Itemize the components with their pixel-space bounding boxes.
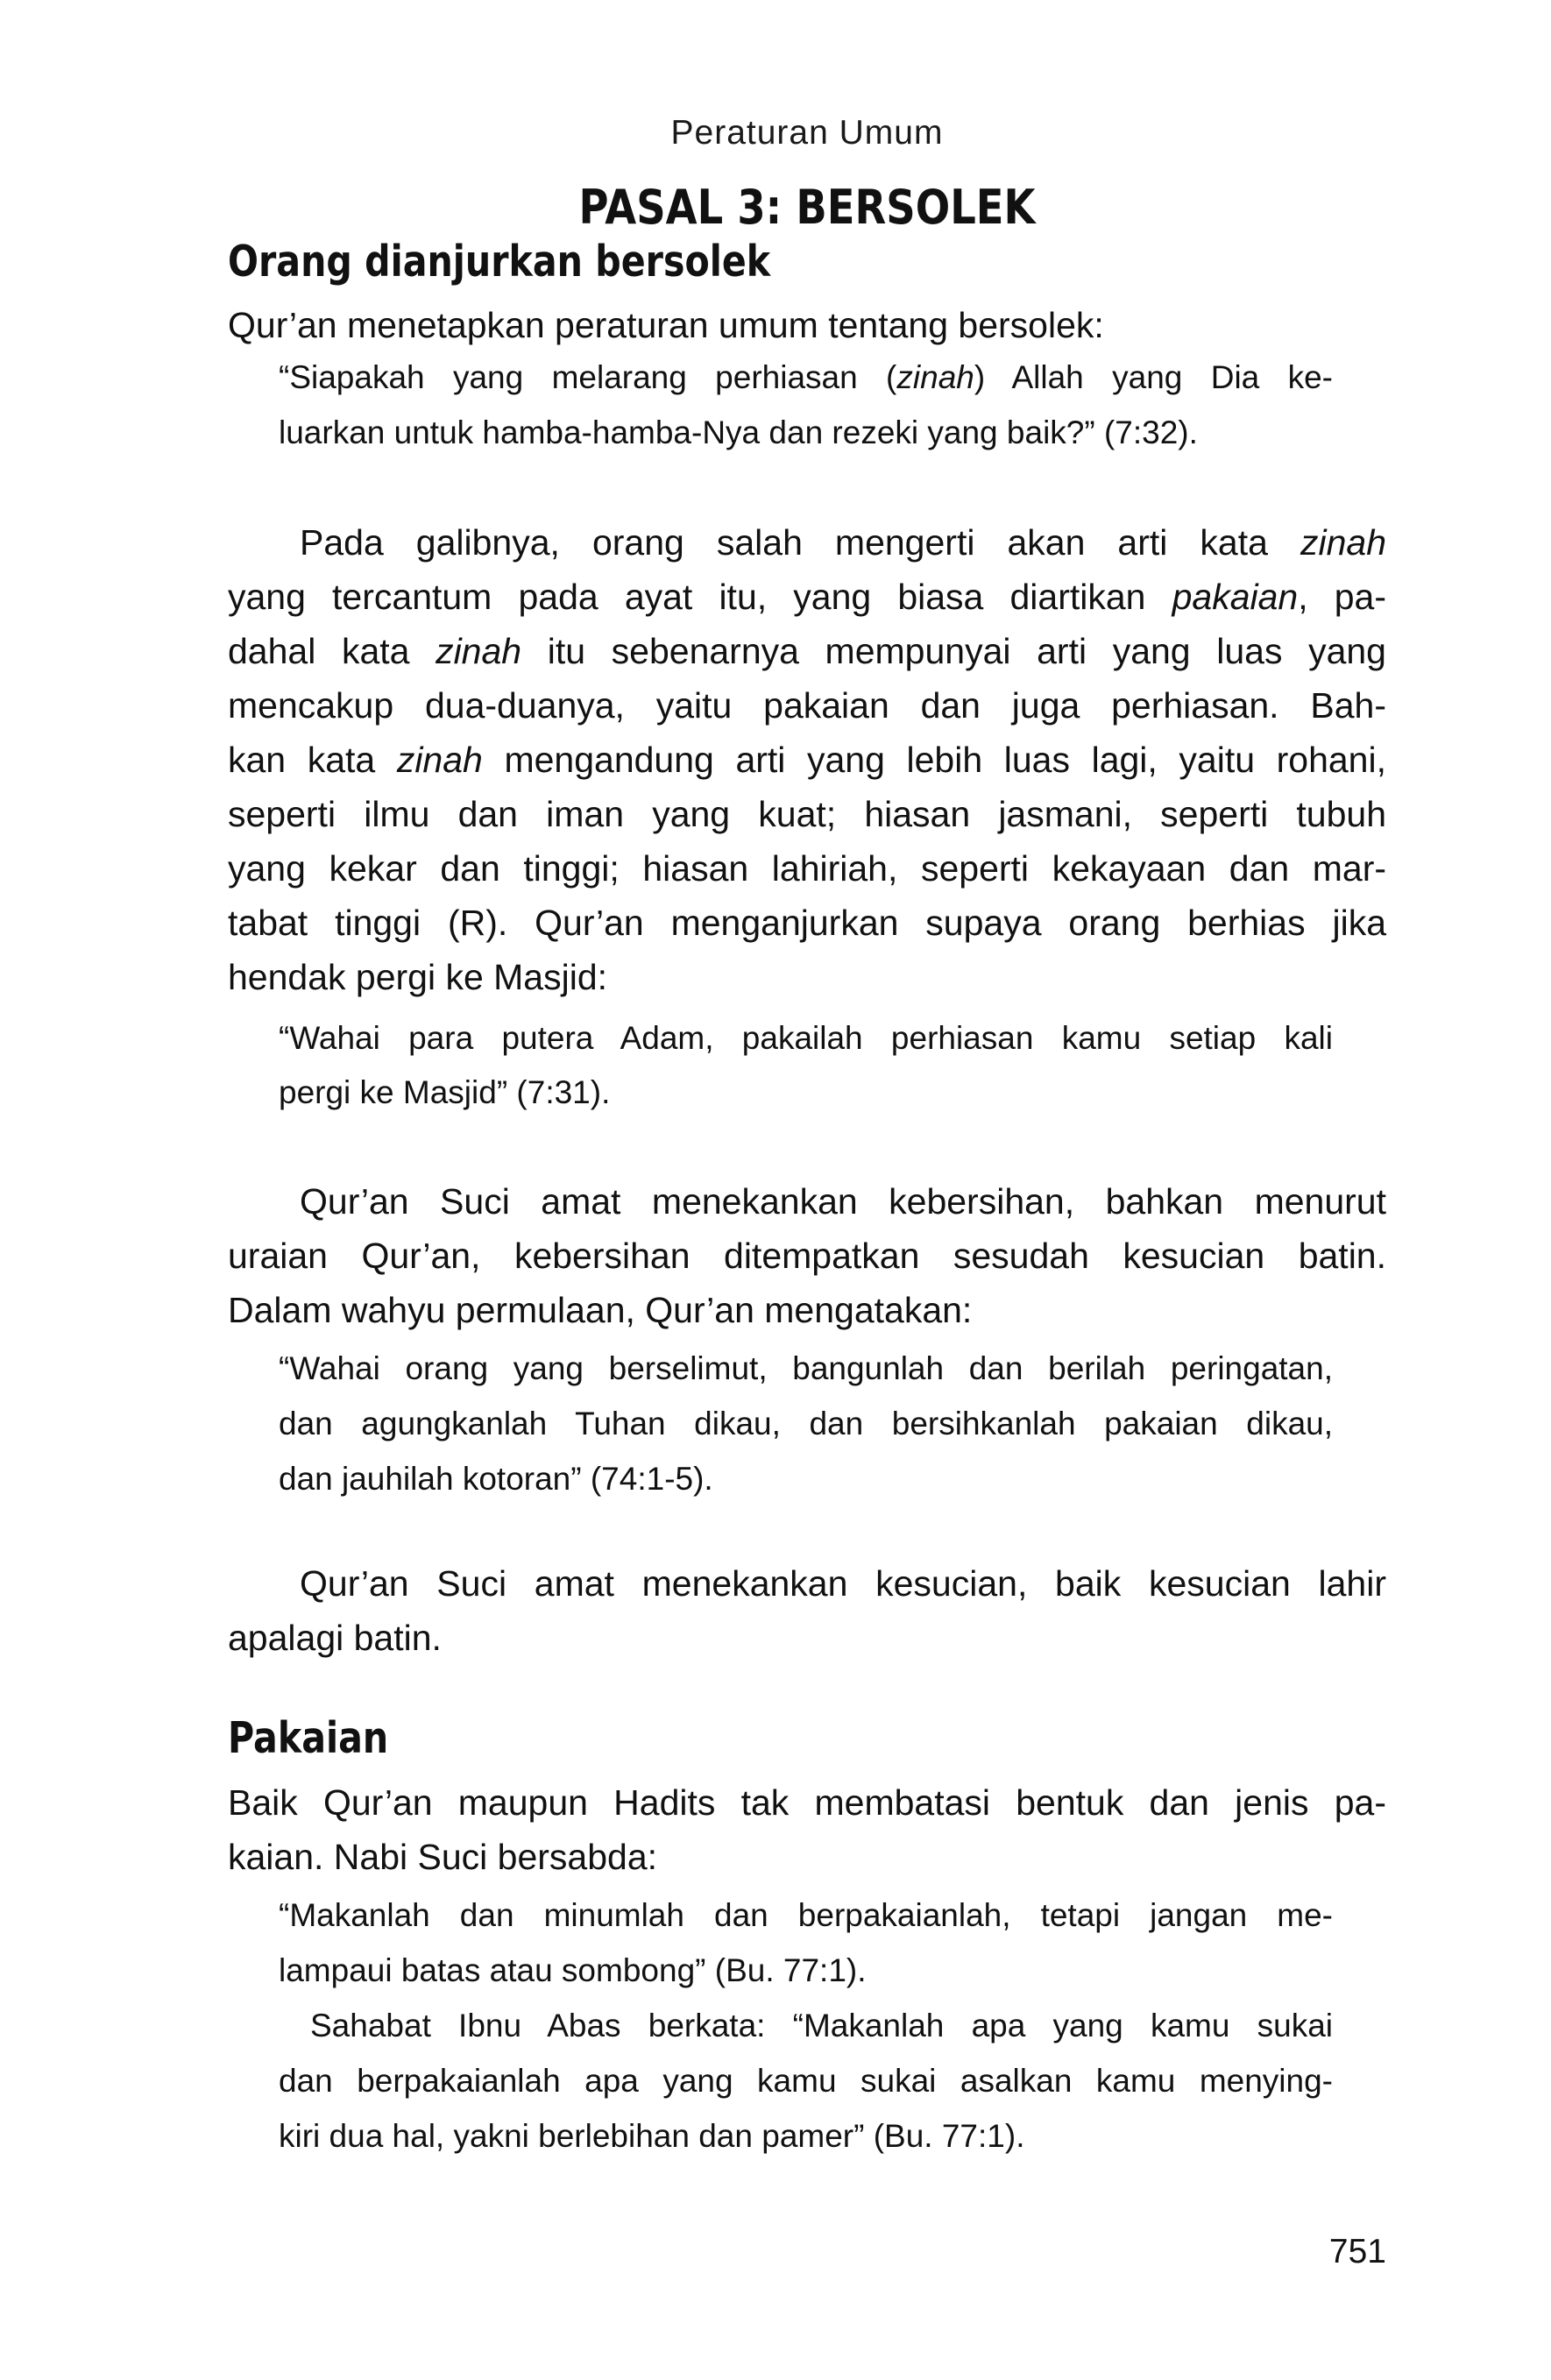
- paragraph-line: dahal kata zinah itu sebenarnya mempunyai arti yang luas yang: [228, 631, 1386, 671]
- paragraph-line: Qur’an Suci amat menekankan kebersihan, bahkan menurut: [300, 1181, 1386, 1222]
- quote-line: “Makanlah dan minumlah dan berpakaianlah, tetapi jangan me-: [279, 1897, 1333, 1933]
- paragraph-line: Baik Qur’an maupun Hadits tak membatasi bentuk dan jenis pa-: [228, 1782, 1386, 1823]
- quote-line: kiri dua hal, yakni berlebihan dan pamer” (Bu. 77:1).: [279, 2118, 1025, 2154]
- paragraph-line: apalagi batin.: [228, 1618, 442, 1658]
- chapter-title: PASAL 3: BERSOLEK: [578, 180, 1036, 235]
- quote-line: “Wahai para putera Adam, pakailah perhiasan kamu setiap kali: [279, 1020, 1333, 1056]
- section1-intro: Qur’an menetapkan peraturan umum tentang bersolek:: [228, 305, 1104, 345]
- paragraph-line: uraian Qur’an, kebersihan ditempatkan sesudah kesucian batin.: [228, 1236, 1386, 1276]
- quote-line: Sahabat Ibnu Abas berkata: “Makanlah apa yang kamu sukai: [310, 2008, 1333, 2044]
- section-heading-pakaian: Pakaian: [228, 1713, 389, 1763]
- paragraph-line: Dalam wahyu permulaan, Qur’an mengatakan:: [228, 1290, 973, 1330]
- paragraph-line: mencakup dua-duanya, yaitu pakaian dan juga perhiasan. Bah-: [228, 685, 1386, 726]
- paragraph-line: Qur’an Suci amat menekankan kesucian, baik kesucian lahir: [300, 1563, 1386, 1604]
- paragraph-line: Pada galibnya, orang salah mengerti akan arti kata zinah: [300, 522, 1386, 563]
- paragraph-line: seperti ilmu dan iman yang kuat; hiasan jasmani, seperti tubuh: [228, 794, 1386, 834]
- quote-line: dan agungkanlah Tuhan dikau, dan bersihkanlah pakaian dikau,: [279, 1406, 1333, 1441]
- paragraph-line: yang tercantum pada ayat itu, yang biasa diartikan pakaian, pa-: [228, 577, 1387, 617]
- book-page: [228, 0, 1386, 2380]
- paragraph-line: tabat tinggi (R). Qur’an menganjurkan supaya orang berhias jika: [228, 903, 1386, 943]
- quote-line: luarkan untuk hamba-hamba-Nya dan rezeki yang baik?” (7:32).: [279, 414, 1198, 450]
- paragraph-line: yang kekar dan tinggi; hiasan lahiriah, seperti kekayaan dan mar-: [228, 848, 1386, 889]
- paragraph-line: kan kata zinah mengandung arti yang lebih luas lagi, yaitu rohani,: [228, 740, 1386, 780]
- paragraph-line: hendak pergi ke Masjid:: [228, 957, 608, 997]
- section-heading-bersolek: Orang dianjurkan bersolek: [228, 237, 771, 287]
- quote-line: dan jauhilah kotoran” (74:1-5).: [279, 1461, 713, 1497]
- quote-line: dan berpakaianlah apa yang kamu sukai asalkan kamu menying-: [279, 2063, 1333, 2099]
- quote-line: lampaui batas atau sombong” (Bu. 77:1).: [279, 1952, 867, 1988]
- running-header: Peraturan Umum: [670, 114, 944, 152]
- page-number: 751: [1328, 2233, 1386, 2270]
- quote-line: “Siapakah yang melarang perhiasan (zinah) Allah yang Dia ke-: [279, 359, 1334, 395]
- quote-line: “Wahai orang yang berselimut, bangunlah dan berilah peringatan,: [279, 1350, 1333, 1386]
- quote-line: pergi ke Masjid” (7:31).: [279, 1074, 611, 1110]
- paragraph-line: kaian. Nabi Suci bersabda:: [228, 1837, 658, 1877]
